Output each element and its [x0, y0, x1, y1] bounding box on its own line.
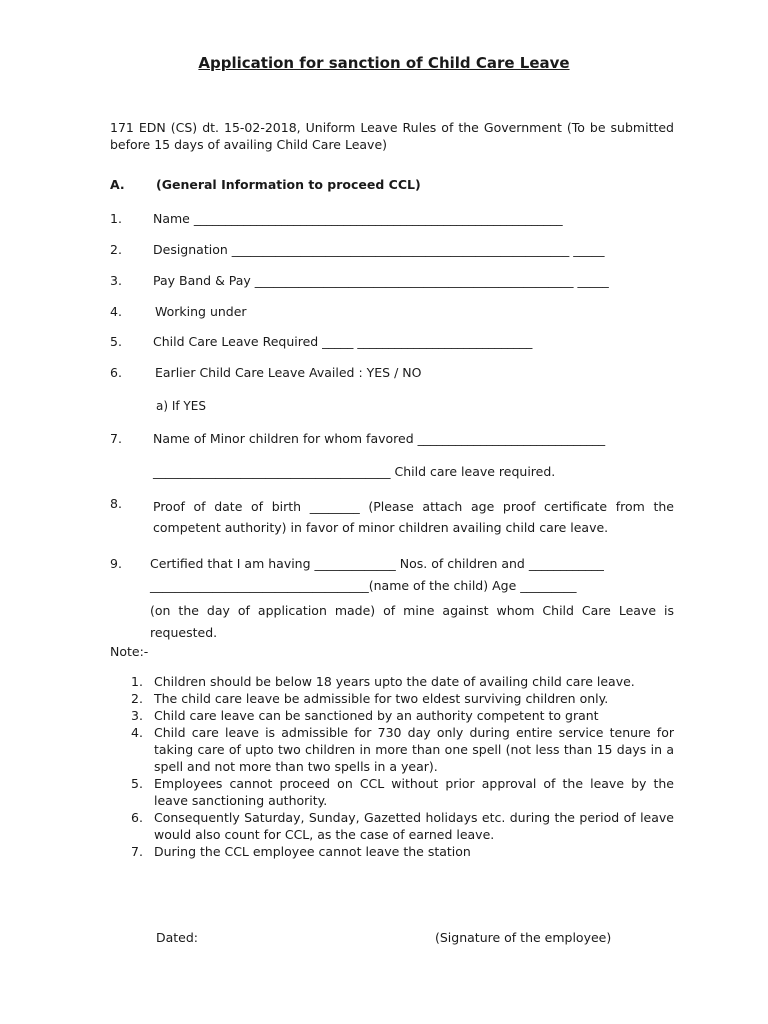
field-designation: Designation ______________________________________________________ _____ [153, 242, 605, 257]
field-working-under: Working under [155, 304, 247, 319]
field-name: Name ___________________________________________________________ [153, 211, 563, 226]
note-label: Note:- [110, 644, 149, 659]
field-number: 2. [110, 242, 122, 257]
field-number: 4. [110, 304, 122, 319]
notes-list [131, 673, 674, 860]
signature-label: (Signature of the employee) [435, 930, 612, 945]
note-item: 1. Children should be below 18 years upto the date of availing child care leave. [131, 674, 635, 689]
field-number: 9. [110, 556, 122, 571]
note-item: 6. Consequently Saturday, Sunday, Gazetted holidays etc. during the period of leave would also count for CCL, as the case of earned leave. [131, 810, 674, 842]
if-yes-label: a) If YES [156, 399, 206, 413]
note-item: 2. The child care leave be admissible for two eldest surviving children only. [131, 691, 609, 706]
dated-label: Dated: [156, 930, 199, 945]
note-item: 7. During the CCL employee cannot leave the station [131, 844, 471, 859]
note-item: 3. Child care leave can be sanctioned by an authority competent to grant [131, 708, 599, 723]
field-number: 3. [110, 273, 122, 288]
note-item: 5. Employees cannot proceed on CCL without prior approval of the leave by the leave sanctioning authority. [131, 776, 674, 808]
field-proof-dob: Proof of date of birth ________ (Please attach age proof certificate from the competent authority) in favor of minor children availing child care leave. [153, 499, 674, 535]
section-a-heading: (General Information to proceed CCL) [156, 177, 421, 192]
field-number: 6. [110, 365, 122, 380]
section-a-label: A. [110, 177, 125, 192]
field-ccl-required: Child Care Leave Required _____ ____________________________ [153, 334, 533, 349]
certification-line1: Certified that I am having _____________ Nos. of children and ____________ [150, 556, 604, 571]
note-item: 4. Child care leave is admissible for 730 day only during entire service tenure for taking care of upto two children in more than one spell (not less than 15 days in a spell and not more than two spells in a year). [131, 725, 674, 774]
field-number: 1. [110, 211, 122, 226]
certification-line2: ___________________________________(name of the child) Age _________ [150, 578, 577, 593]
field-ccl-required-line: ______________________________________ Child care leave required. [153, 464, 556, 479]
field-number: 8. [110, 496, 122, 511]
field-number: 7. [110, 431, 122, 446]
field-minor-children: Name of Minor children for whom favored ______________________________ [153, 431, 606, 446]
field-earlier-ccl: Earlier Child Care Leave Availed : YES / NO [155, 365, 422, 380]
field-pay-band: Pay Band & Pay ___________________________________________________ _____ [153, 273, 609, 288]
document-title: Application for sanction of Child Care Leave [198, 54, 570, 72]
certification-line3: (on the day of application made) of mine against whom Child Care Leave is requested. [150, 603, 674, 640]
field-number: 5. [110, 334, 122, 349]
intro-paragraph: 171 EDN (CS) dt. 15-02-2018, Uniform Leave Rules of the Government (To be submitted before 15 days of availing Child Care Leave) [110, 120, 674, 152]
